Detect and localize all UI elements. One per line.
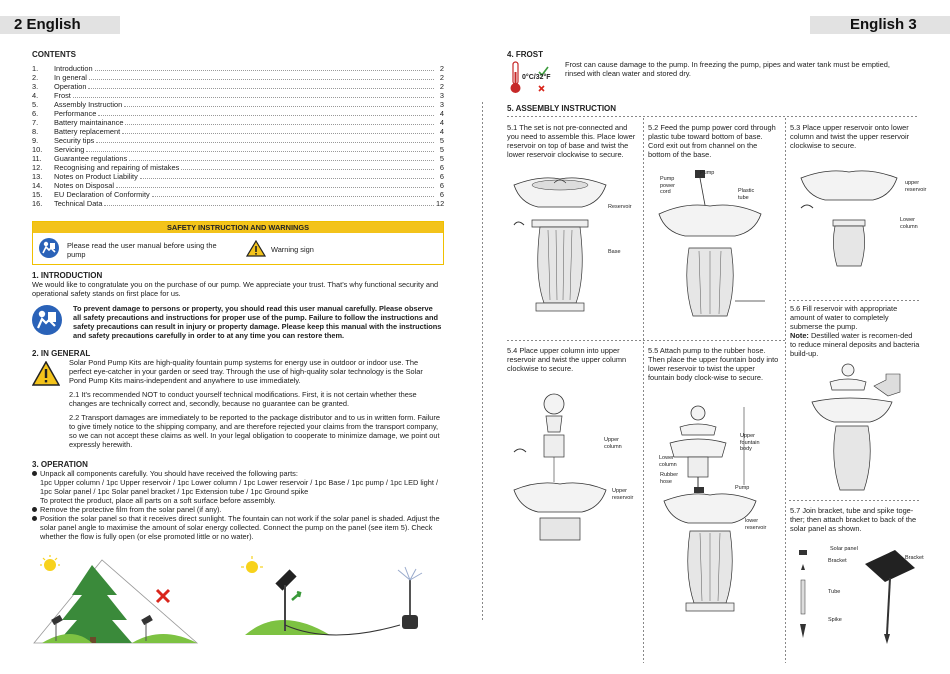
toc-title: Security tips [54,136,95,145]
page-header-left: 2 English [0,16,120,34]
toc-row [32,100,444,109]
page-header-right: English 3 [810,16,950,34]
toc-number: 1. [32,64,39,73]
toc-leader [95,64,434,71]
toc-row [32,181,444,190]
label-upper-reservoir: upper reservoir [905,180,927,193]
toc-page: 5 [439,145,444,154]
toc-title: Recognising and repairing of mistakes [54,163,180,172]
step-5-3-illustration [797,166,907,281]
label-bracket: Bracket [828,558,847,564]
toc-title: Technical Data [54,199,103,208]
operation-bullet-3: Position the solar panel so that it receives direct sunlight. The fountain can not work if the solar panel is shaded. Adjust the solar panel angle to maximise the amount of solar energy collected. Connect the pump on the panel (see item 5). Check whether the flow is fully open (or else promoted little or no water). [32,514,444,541]
label-upper-column: Upper column [604,437,622,450]
toc-leader [125,118,434,125]
toc-page: 2 [439,64,444,73]
operation-parts: 1pc Upper column / 1pc Upper reservoir / 1pc Lower column / 1pc Lower reservoir / 1pc Base / 1pc pump / 1pc LED light / 1pc Solar panel / 1pc Solar panel bracket / 1pc Extension tube / 1pc Ground spike [40,478,439,496]
toc-title: EU Declaration of Conformity [54,190,150,199]
step-5-3: 5.3 Place upper reservoir onto lower column and twist the upper reservoir clockwise to secure. [790,123,910,150]
intro-text: We would like to congratulate you on the purchase of our pump. We appreciate your trust. That’s why functional security and operational safety stands on first place for us. [32,280,439,298]
toc-row [32,118,444,127]
assembly-rule-right-1 [789,300,919,301]
toc-title: Performance [54,109,97,118]
label-lower-reservoir: lower reservoir [745,518,767,531]
operation-section [32,460,444,541]
warning-icon [246,240,266,262]
toc-leader [96,136,434,143]
toc-page: 6 [439,190,444,199]
assembly-divider-1 [643,118,644,663]
toc-row [32,82,444,91]
toc-page: 6 [439,181,444,190]
toc-page: 4 [439,118,444,127]
label-bracket-2: Bracket [905,555,924,561]
toc-number: 15. [32,190,43,199]
toc-page: 6 [439,163,444,172]
label-pump: Pump [700,170,715,176]
safety-title: SAFETY INSTRUCTION AND WARNINGS [33,222,443,233]
solar-panel-pump-illustration [240,555,440,650]
toc-leader [129,154,434,161]
intro-heading: 1. INTRODUCTION [32,271,103,280]
toc-row [32,73,444,82]
toc-row [32,145,444,154]
toc-leader [116,181,434,188]
label-spike: Spike [828,617,842,623]
label-lower-column: Lower column [900,217,918,230]
toc-title: Frost [54,91,71,100]
solar-shade-illustration [32,555,202,650]
assembly-divider-2 [785,118,786,663]
label-pump-power-cord: Pump power cord [660,176,675,195]
frost-text: Frost can cause damage to the pump. In freezing the pump, pipes and water tank must be emptied, rinsed with clean water and stored dry. [565,60,890,78]
toc-title: In general [54,73,87,82]
table-of-contents [32,64,444,208]
manual-icon-large [32,305,62,335]
introduction-section [32,271,444,298]
toc-title: Assembly Instruction [54,100,123,109]
toc-title: Operation [54,82,87,91]
frost-heading: 4. FROST [507,50,544,59]
toc-row [32,163,444,172]
toc-number: 2. [32,73,39,82]
toc-leader [122,127,434,134]
toc-number: 9. [32,136,39,145]
label-upper-fountain-body: Upper fountain body [740,433,760,452]
page-fold [482,102,483,622]
toc-number: 6. [32,109,39,118]
toc-number: 11. [32,154,42,163]
toc-number: 3. [32,82,39,91]
general-heading: 2. IN GENERAL [32,349,91,358]
toc-leader [181,163,434,170]
label-upper-reservoir-5-4: Upper reservoir [612,488,634,501]
label-tube: Tube [828,589,841,595]
toc-page: 5 [439,154,444,163]
toc-row [32,154,444,163]
toc-leader [104,199,434,206]
step-5-6-illustration [808,360,908,503]
label-base: Base [608,249,621,255]
toc-row [32,64,444,73]
toc-title: Guarantee regulations [54,154,128,163]
toc-number: 13. [32,172,43,181]
step-5-6 [790,304,920,358]
toc-number: 14. [32,181,43,190]
toc-page: 4 [439,109,444,118]
toc-leader [86,145,434,152]
toc-row [32,109,444,118]
assembly-rule-mid [507,340,785,341]
toc-number: 16. [32,199,43,208]
manual-text: Please read the user manual before using the pump [67,241,217,259]
step-5-6-note-label: Note: [790,331,809,340]
label-reservoir: Reservoir [608,204,632,210]
step-5-7: 5.7 Join bracket, tube and spike toge-ther; then attach bracket to back of the solar panel as shown. [790,506,917,533]
label-lower-column-5-5: Lower column [659,455,677,468]
toc-leader [124,100,434,107]
toc-leader [98,109,434,116]
toc-row [32,199,444,208]
toc-number: 10. [32,145,43,154]
safety-box [32,221,444,265]
toc-row [32,136,444,145]
operation-bullet-1: Unpack all components carefully. You should have received the following parts: [32,469,444,478]
toc-title: Introduction [54,64,93,73]
toc-number: 8. [32,127,39,136]
toc-row [32,190,444,199]
toc-title: Servicing [54,145,85,154]
toc-leader [89,73,434,80]
toc-page: 3 [439,100,444,109]
step-5-5: 5.5 Attach pump to the rubber hose. Then place the upper fountain body into lower reservoir to twist the upper fountain body clock-wise to secure. [648,346,779,382]
toc-number: 7. [32,118,39,127]
toc-leader [152,190,434,197]
step-5-1-illustration [510,175,610,330]
toc-row [32,91,444,100]
label-plastic-tube: Plastic tube [738,188,755,201]
frost-temperature: 0°C/32°F [522,74,551,81]
step-5-6-text: 5.6 Fill reservoir with appropriate amount of water to completely submerse the pump. [790,304,898,331]
toc-page: 6 [439,172,444,181]
toc-row [32,172,444,181]
operation-bullet-2: Remove the protective film from the solar panel (if any). [32,505,444,514]
toc-title: Notes on Product Liability [54,172,138,181]
step-5-7-illustration [795,546,925,651]
toc-leader [73,91,434,98]
toc-page: 12 [436,199,445,208]
manual-icon [39,238,59,258]
general-2-1: 2.1 It’s recommended NOT to conduct yourself technical modifications. First, it is not certain whether these changes are technically correct and, secondly, because no guarantee can be granted. [69,390,417,408]
toc-page: 2 [439,73,444,82]
toc-page: 4 [439,127,444,136]
step-5-1: 5.1 The set is not pre-connected and you need to assemble this. Place lower reservoir on top of base and twist the lower reservoir clockwise to secure. [507,123,636,159]
toc-page: 5 [439,136,444,145]
toc-number: 4. [32,91,39,100]
contents-heading: CONTENTS [32,50,76,59]
assembly-rule-top [507,116,917,117]
toc-leader [140,172,434,179]
toc-title: Battery replacement [54,127,121,136]
toc-page: 2 [439,82,444,91]
toc-title: Battery maintainance [54,118,124,127]
toc-leader [88,82,434,89]
intro-bold-text: To prevent damage to persons or property, you should read this user manual carefully. Please observe all safety precautions and instructions for proper use of the pump. Failure to follow the instructions and safety precautions can result in injury or property damage. Please keep this manual with the instructions and safety precautions carefully in order to at any time you can restore them. [73,304,442,340]
label-rubber-hose: Rubber hose [660,472,679,485]
warning-icon-large [32,361,60,391]
warning-text: Warning sign [271,245,314,254]
step-5-4-illustration [510,390,610,555]
toc-title: Notes on Disposal [54,181,114,190]
toc-page: 3 [439,91,444,100]
step-5-2: 5.2 Feed the pump power cord through plastic tube toward bottom of base. Cord exit out from channel on the bottom of the base. [648,123,776,159]
toc-number: 5. [32,100,39,109]
toc-number: 12. [32,163,43,172]
step-5-6-note: Destilled water is recomen-ded to reduce mineral deposits and bacteria build-up. [790,331,920,358]
label-pump-5-5: Pump [735,485,750,491]
label-solar-panel: Solar panel [830,546,858,552]
general-2-2: 2.2 Transport damages are immediately to be reported to the package distributor and to us in written form. Failure to give timely notice to the shipping company, and are therefore rejected your claims from the transport company, so we can not accept these claims as well. In your legal obligation to cooperate to minimize damage, we point out expressly herewith. [69,413,440,449]
assembly-heading: 5. ASSEMBLY INSTRUCTION [507,104,617,113]
toc-row [32,127,444,136]
step-5-4: 5.4 Place upper column into upper reservoir and twist the upper column clockwise to secure. [507,346,627,373]
operation-note: To protect the product, place all parts on a soft surface before assembly. [40,496,276,505]
general-text: Solar Pond Pump Kits are high-quality fountain pump systems for energy use in outdoor or indoor use. The perfect eye-catcher in your garden or seed tray. Through the use of high-quality solar technology is the Solar Pond Pump Kits mains-independent and anywhere to use immediately. [69,358,423,385]
operation-heading: 3. OPERATION [32,460,88,469]
